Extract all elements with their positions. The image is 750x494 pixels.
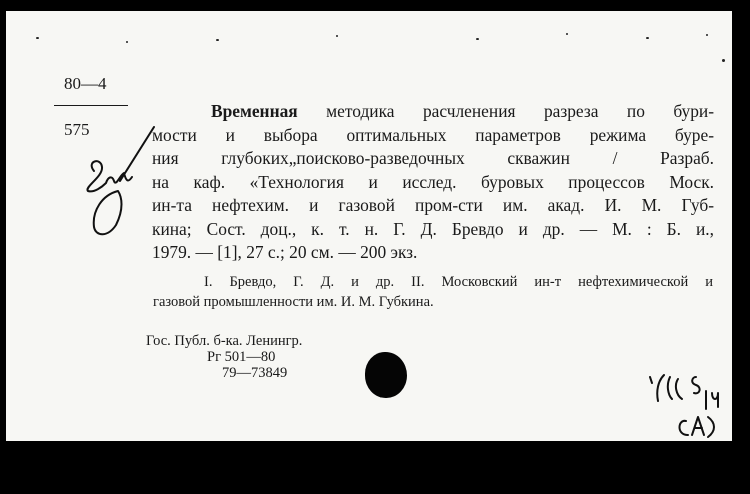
entry-line: 1979. — [1], 27 с.; 20 см. — 200 экз. <box>152 242 418 262</box>
entry-line: на каф. «Технология и исслед. буровых процессов Моск. <box>152 171 714 192</box>
speckle <box>36 37 39 39</box>
shelfmark-divider <box>54 105 128 106</box>
entry-line <box>152 100 714 124</box>
entry-line: ния глубоких„поисково-разведочных скважин / Разраб. <box>152 148 714 168</box>
speckle <box>216 39 219 41</box>
bibliographic-entry <box>152 100 714 265</box>
speckle <box>706 34 708 36</box>
tracing-line: газовой промышленности им. И. М. Губкина. <box>153 294 434 310</box>
shelfmark-bottom: 575 <box>64 120 90 139</box>
imprint-line: 79—73849 <box>222 365 288 381</box>
added-entries <box>153 272 713 312</box>
entry-line: ин-та нефтехим. и газовой пром-сти им. акад. И. М. Губ- <box>152 195 714 215</box>
speckle <box>126 41 128 43</box>
library-imprint <box>146 333 302 381</box>
entry-line: мости и выбора оптимальных параметров режима буре- <box>152 124 714 145</box>
speckle <box>336 35 338 37</box>
speckle <box>566 33 568 35</box>
entry-first-line-rest: методика расчленения разреза по бури- <box>326 101 714 121</box>
speckle <box>722 59 725 62</box>
imprint-line: Рг 501—80 <box>207 349 276 365</box>
shelfmark-top: 80—4 <box>64 74 107 93</box>
handwritten-corner-code <box>680 417 715 437</box>
entry-lead-word: Временная <box>211 101 298 121</box>
tracing-line: I. Бревдо, Г. Д. и др. II. Московский ин-т нефтехимической и <box>204 274 713 290</box>
punch-hole <box>365 352 407 398</box>
imprint-line: Гос. Публ. б-ка. Ленингр. <box>146 333 303 349</box>
speckle <box>476 38 479 40</box>
catalog-card <box>6 11 732 441</box>
speckle <box>646 37 649 39</box>
handwritten-margin-note <box>87 127 154 234</box>
handwritten-corner-note <box>650 375 718 409</box>
entry-line: кина; Сост. доц., к. т. н. Г. Д. Бревдо и др. — М. : Б. и., <box>152 218 714 239</box>
